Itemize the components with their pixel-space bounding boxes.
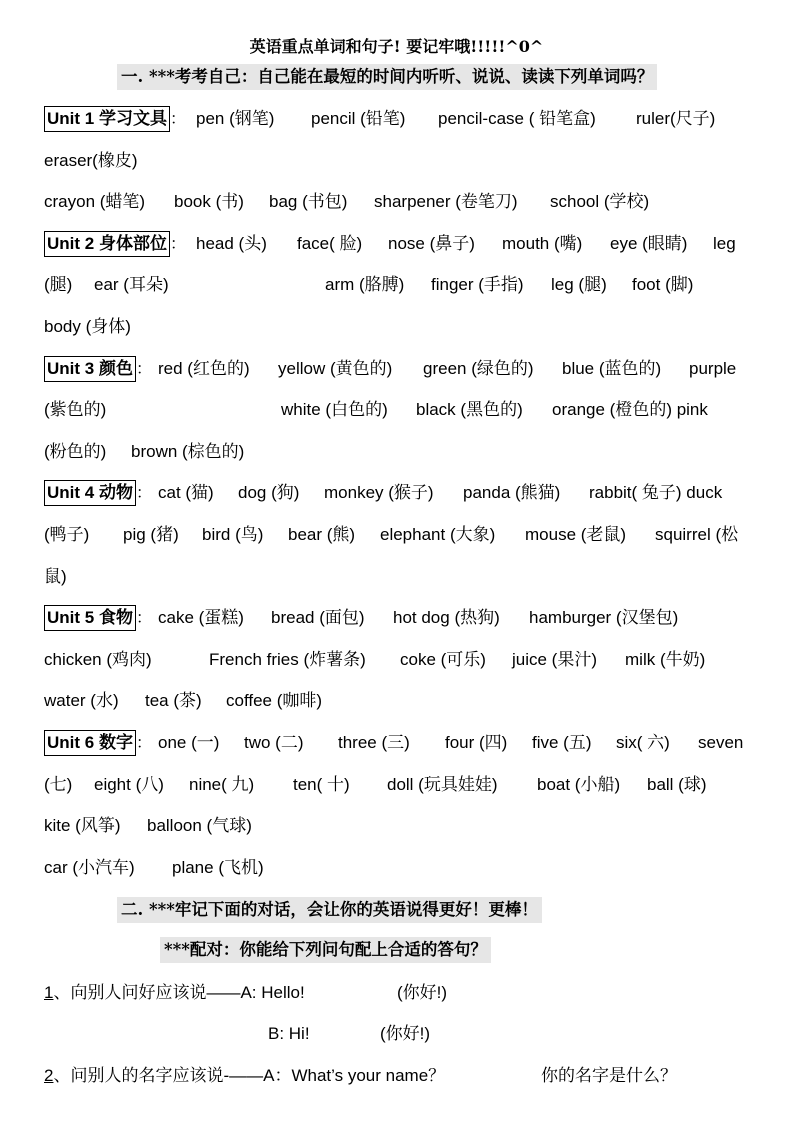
- word: brown (棕色的): [131, 442, 245, 461]
- word: ball (球): [647, 775, 707, 794]
- page-title: 英语重点单词和句子! 要记牢哦!!!!!^0^: [249, 37, 544, 56]
- word: green (绿色的): [423, 359, 534, 378]
- word: panda (熊猫): [463, 483, 561, 502]
- word: finger (手指): [431, 275, 524, 294]
- word: pig (猪): [123, 525, 179, 544]
- word: red (红色的): [158, 359, 250, 378]
- word: body (身体): [44, 317, 131, 336]
- word: eye (眼睛): [610, 234, 688, 253]
- word: balloon (气球): [147, 816, 252, 835]
- section2-subheading: ***配对：你能给下列问句配上合适的答句？: [160, 937, 491, 963]
- word: French fries (炸薯条): [209, 650, 366, 669]
- dialogue-reply: B: Hi!: [268, 1024, 310, 1043]
- word: (粉色的): [44, 442, 107, 461]
- dialogue-prompt: 、向别人问好应该说——A: Hello!: [53, 983, 305, 1002]
- unit-4-label: Unit 4 动物: [44, 480, 136, 506]
- word: seven: [698, 733, 744, 752]
- word: black (黑色的): [416, 400, 523, 419]
- word: (腿): [44, 275, 73, 294]
- word: head (头): [196, 234, 267, 253]
- word: mouse (老鼠): [525, 525, 627, 544]
- word: pencil-case ( 铅笔盒): [438, 109, 596, 128]
- word: face( 脸): [297, 234, 363, 253]
- item-number: 2: [44, 1066, 54, 1085]
- word: pencil (铅笔): [311, 109, 406, 128]
- unit-2-label: Unit 2 身体部位: [44, 231, 170, 257]
- word: ruler(尺子): [636, 109, 716, 128]
- word: eight (八): [94, 775, 164, 794]
- dialogue-prompt: 、问别人的名字应该说-——A：What’s your name？: [53, 1066, 446, 1085]
- word: hamburger (汉堡包): [529, 608, 679, 627]
- translation: (你好!): [397, 983, 448, 1002]
- word: car (小汽车): [44, 858, 135, 877]
- translation: (你好!): [380, 1024, 431, 1043]
- word: ear (耳朵): [94, 275, 169, 294]
- section1-heading: 一. ***考考自己：自己能在最短的时间内听听、说说、读读下列单词吗？: [117, 64, 657, 90]
- word: (七): [44, 775, 73, 794]
- word: arm (胳膊): [325, 275, 405, 294]
- unit-5-line-1: Unit 5 食物 ：: [44, 605, 152, 631]
- word: eraser(橡皮): [44, 151, 138, 170]
- word: one (一): [158, 733, 220, 752]
- word: 鼠): [44, 567, 67, 586]
- word: cake (蛋糕): [158, 608, 244, 627]
- word: coffee (咖啡): [226, 691, 323, 710]
- word: four (四): [445, 733, 508, 752]
- word: sharpener (卷笔刀): [374, 192, 518, 211]
- word: dog (狗): [238, 483, 300, 502]
- word: hot dog (热狗): [393, 608, 500, 627]
- word: water (水): [44, 691, 119, 710]
- word: blue (蓝色的): [562, 359, 662, 378]
- word: two (二): [244, 733, 304, 752]
- word: bird (鸟): [202, 525, 264, 544]
- unit-4-line-1: Unit 4 动物 ：: [44, 480, 152, 506]
- word: school (学校): [550, 192, 650, 211]
- section2-heading: 二. ***牢记下面的对话，会让你的英语说得更好！更棒！: [117, 897, 542, 923]
- word: milk (牛奶): [625, 650, 706, 669]
- word: chicken (鸡肉): [44, 650, 152, 669]
- word: (紫色的): [44, 400, 107, 419]
- word: elephant (大象): [380, 525, 496, 544]
- word: leg: [713, 234, 736, 253]
- word: bag (书包): [269, 192, 348, 211]
- word: (鸭子): [44, 525, 90, 544]
- word: doll (玩具娃娃): [387, 775, 498, 794]
- word: nose (鼻子): [388, 234, 475, 253]
- unit-1-line-1: Unit 1 学习文具 ：: [44, 106, 186, 132]
- word: nine( 九): [189, 775, 255, 794]
- word: kite (风筝): [44, 816, 121, 835]
- dialogue-2: [44, 1063, 445, 1089]
- word: mouth (嘴): [502, 234, 583, 253]
- word: plane (飞机): [172, 858, 264, 877]
- word: six( 六): [616, 733, 670, 752]
- word: pen (钢笔): [196, 109, 275, 128]
- word: bear (熊): [288, 525, 356, 544]
- unit-3-label: Unit 3 颜色: [44, 356, 136, 382]
- word: boat (小船): [537, 775, 621, 794]
- word: book (书): [174, 192, 244, 211]
- word: cat (猫): [158, 483, 214, 502]
- word: foot (脚): [632, 275, 694, 294]
- word: ten( 十): [293, 775, 350, 794]
- unit-5-label: Unit 5 食物: [44, 605, 136, 631]
- word: bread (面包): [271, 608, 365, 627]
- word: tea (茶): [145, 691, 202, 710]
- word: white (白色的): [281, 400, 388, 419]
- unit-3-line-1: Unit 3 颜色 ：: [44, 356, 152, 382]
- word: coke (可乐): [400, 650, 486, 669]
- word: three (三): [338, 733, 410, 752]
- word: monkey (猴子): [324, 483, 434, 502]
- unit-2-line-1: Unit 2 身体部位 ：: [44, 231, 186, 257]
- dialogue-1: [44, 980, 305, 1006]
- word: juice (果汁): [512, 650, 598, 669]
- word: purple: [689, 359, 737, 378]
- word: orange (橙色的) pink: [552, 400, 708, 419]
- word: squirrel (松: [655, 525, 739, 544]
- unit-1-label: Unit 1 学习文具: [44, 106, 170, 132]
- item-number: 1: [44, 983, 54, 1002]
- translation: 你的名字是什么？: [541, 1066, 677, 1085]
- word: leg (腿): [551, 275, 607, 294]
- word: five (五): [532, 733, 592, 752]
- word: crayon (蜡笔): [44, 192, 146, 211]
- word: yellow (黄色的): [278, 359, 393, 378]
- unit-6-label: Unit 6 数字: [44, 730, 136, 756]
- unit-6-line-1: Unit 6 数字 ：: [44, 730, 152, 756]
- word: rabbit( 兔子) duck: [589, 483, 723, 502]
